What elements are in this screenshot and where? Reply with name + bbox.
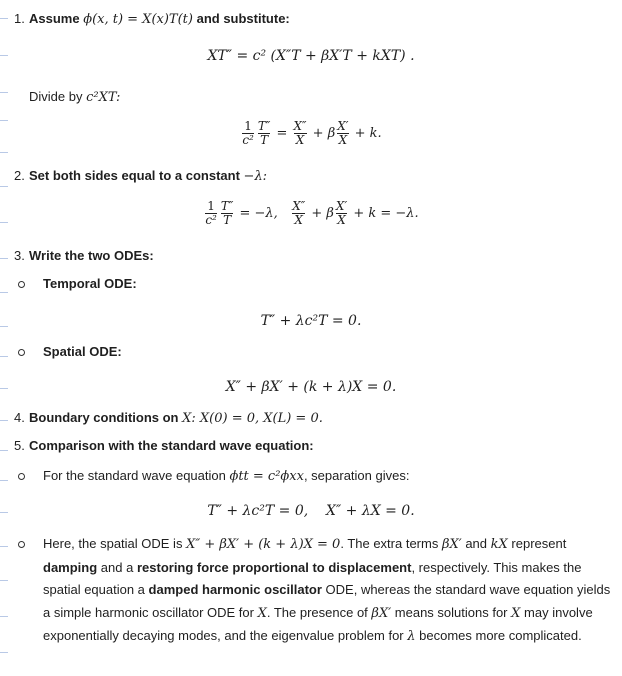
bullet-icon [18, 281, 25, 288]
para-math: X [511, 605, 521, 621]
para-text: means solutions for [394, 604, 508, 620]
step-4-math: X: X(0) = 0, X(L) = 0. [182, 411, 323, 426]
temporal-equation: T″ + λc²T = 0. [260, 313, 362, 329]
para-text: ODE, whereas the standard wave equation yields a simple harmonic oscillator ODE for [43, 582, 611, 620]
divide-text: Divide by [29, 89, 83, 104]
divide-math: c²XT: [86, 90, 121, 105]
equation-1: XT″ = c² (X″T + βX′T + kXT) . [207, 48, 415, 64]
equation-constant: $\frac{1}{\text{c²}}$ $\frac{T''}{T}$ = −λ, $\frac{X''}{X}$ + β $\frac{X'}{X}$ + k = −λ. [205, 199, 419, 227]
para-text: becomes more complicated. [419, 628, 582, 643]
para-text: . The presence of [266, 604, 368, 620]
step-3-number: 3. [14, 248, 25, 263]
para-text: . The extra terms [340, 536, 439, 551]
para-text: , respectively. This makes the spatial equation a [43, 559, 582, 597]
step-4-number: 4. [14, 410, 25, 425]
step-3-text: Write the two ODEs: [29, 248, 154, 263]
para-text: may involve exponentially decaying modes, and the eigenvalue problem for [43, 604, 593, 643]
step-1-math: ϕ(x, t) = X(x)T(t) [83, 12, 193, 27]
step-4-text: Boundary conditions on [29, 410, 179, 425]
step-2-number: 2. [14, 168, 25, 183]
para-math: kX [490, 537, 508, 552]
para-bold: damping [43, 559, 98, 575]
spatial-equation: X″ + βX′ + (k + λ)X = 0. [225, 379, 397, 395]
step-1-text: Assume [29, 11, 80, 26]
bullet-icon [18, 349, 25, 356]
divide-line [29, 89, 120, 105]
para-math: λ [407, 629, 416, 644]
step-5-text: Comparison with the standard wave equation: [29, 438, 314, 453]
para-text: and [465, 536, 488, 551]
spatial-label: Spatial ODE: [43, 344, 122, 359]
para-math: βX′ [371, 605, 392, 621]
para-text: Here, the spatial ODE is [43, 536, 183, 551]
para-math: βX′ [441, 537, 462, 552]
temporal-label: Temporal ODE: [43, 276, 137, 291]
step-1-number: 1. [14, 11, 25, 26]
wave-equations: T″ + λc²T = 0, X″ + λX = 0. [207, 503, 415, 519]
wave-tail: , separation gives: [303, 468, 410, 483]
comparison-paragraph [43, 533, 618, 649]
step-2-text: Set both sides equal to a constant [29, 168, 240, 183]
bullet-icon [18, 541, 25, 548]
para-text: represent [511, 536, 567, 551]
para-bold: restoring force proportional to displacement [136, 559, 412, 575]
wave-math: ϕtt = c²ϕxx [229, 469, 304, 484]
left-margin-ticks [0, 0, 8, 676]
equation-divided: $\frac{1}{\text{c²}}$ $\frac{T''}{T}$ = $\frac{X''}{X}$ + β $\frac{X'}{X}$ + k. [242, 119, 382, 147]
para-bold: damped harmonic oscillator [148, 582, 322, 597]
bullet-icon [18, 473, 25, 480]
step-5-number: 5. [14, 438, 25, 453]
step-1-tail: and substitute: [196, 11, 290, 26]
para-math: X″ + βX′ + (k + λ)X = 0 [186, 537, 341, 552]
wave-text: For the standard wave equation [43, 468, 226, 483]
step-2-math: −λ: [243, 169, 268, 184]
para-math: X [257, 605, 267, 621]
para-text: and a [100, 559, 134, 575]
